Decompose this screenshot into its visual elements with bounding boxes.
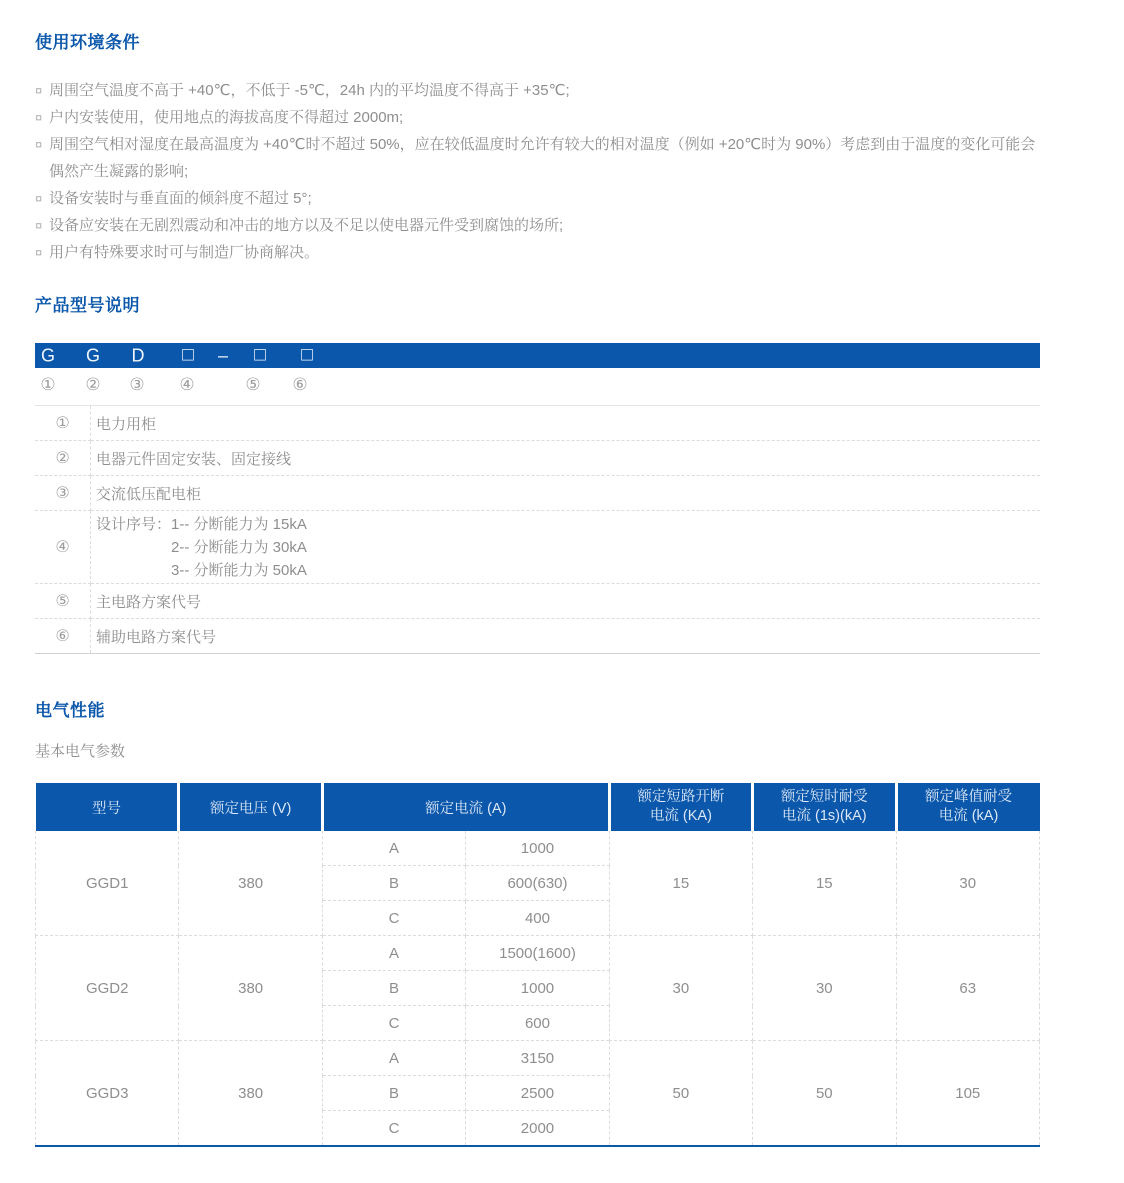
model-code-letter: G [85,345,101,366]
current-grade-cell: C [322,1111,465,1147]
model-code-placeholder-box: □ [301,344,313,366]
column-header-voltage: 额定电压 (V) [179,783,322,831]
condition-item [35,131,1040,185]
electrical-subtitle: 基本电气参数 [35,743,126,760]
table-row [36,1041,1040,1076]
model-code-placeholder-box: □ [254,344,266,366]
model-cell: GGD3 [36,1041,179,1147]
condition-item [35,104,1040,131]
legend-number-cell: ⑥ [35,619,91,654]
model-section [35,296,1040,654]
voltage-cell: 380 [179,1041,322,1147]
condition-text: 用户有特殊要求时可与制造厂协商解决。 [49,244,320,261]
legend-number-cell: ④ [35,511,91,584]
position-marker: ③ [129,375,145,394]
legend-row [35,619,1040,654]
legend-row [35,584,1040,619]
model-cell: GGD1 [36,831,179,936]
bullet-icon: ¤ [35,218,43,233]
position-marker-row [35,374,1040,395]
electrical-parameters-table [35,783,1040,1147]
column-header-breaking: 额定短路开断 电流 (KA) [609,783,752,831]
environment-section [35,33,1040,266]
current-value-cell: 2500 [466,1076,609,1111]
section-title-model: 产品型号说明 [35,296,140,315]
bullet-icon: ¤ [35,191,43,206]
current-grade-cell: A [322,1041,465,1076]
current-grade-cell: B [322,866,465,901]
current-grade-cell: B [322,1076,465,1111]
legend-number-cell: ③ [35,476,91,511]
bullet-icon: ¤ [35,245,43,260]
breaking-current-cell: 50 [609,1041,752,1147]
withstand-current-cell: 15 [753,831,896,936]
electrical-section [35,701,1040,1147]
current-value-cell: 1500(1600) [466,936,609,971]
peak-current-cell: 105 [896,1041,1039,1147]
design-series-option: 1-- 分断能力为 15kA [171,515,307,533]
environment-conditions-list [35,77,1040,266]
column-header-model: 型号 [36,783,179,831]
legend-text-cell: 辅助电路方案代号 [91,619,1041,654]
withstand-current-cell: 50 [753,1041,896,1147]
current-value-cell: 400 [466,901,609,936]
position-marker: ⑥ [292,375,308,394]
design-series-label: 设计序号： [96,515,172,533]
legend-text-cell: 交流低压配电柜 [91,476,1041,511]
voltage-cell: 380 [179,936,322,1041]
legend-text-cell: 主电路方案代号 [91,584,1041,619]
current-value-cell: 2000 [466,1111,609,1147]
legend-number-cell: ① [35,406,91,441]
condition-text: 周围空气相对湿度在最高温度为 +40℃时不超过 50%，应在较低温度时允许有较大的相对温度（例如 +20℃时为 90%）考虑到由于温度的变化可能会偶然产生凝露的影响; [49,136,1036,180]
model-code-letter: D [131,345,145,366]
bullet-icon: ¤ [35,137,43,152]
section-title-environment: 使用环境条件 [35,33,140,52]
legend-row [35,406,1040,441]
current-value-cell: 1000 [466,971,609,1006]
peak-current-cell: 30 [896,831,1039,936]
condition-text: 周围空气温度不高于 +40℃，不低于 -5℃，24h 内的平均温度不得高于 +35℃; [49,82,570,99]
table-header-row [36,783,1040,831]
column-header-current: 额定电流 (A) [322,783,609,831]
legend-number-cell: ② [35,441,91,476]
legend-number-cell: ⑤ [35,584,91,619]
legend-text-cell: 电力用柜 [91,406,1041,441]
model-code-letter: G [40,345,56,366]
legend-text-cell: 电器元件固定安装、固定接线 [91,441,1041,476]
condition-item [35,77,1040,104]
model-code-placeholder-box: □ [182,344,194,366]
breaking-current-cell: 15 [609,831,752,936]
table-row [36,831,1040,866]
withstand-current-cell: 30 [753,936,896,1041]
condition-item [35,212,1040,239]
position-marker: ① [40,375,56,394]
legend-row [35,511,1040,584]
current-grade-cell: B [322,971,465,1006]
current-grade-cell: A [322,831,465,866]
condition-text: 户内安装使用，使用地点的海拔高度不得超过 2000m; [49,109,404,126]
legend-row [35,476,1040,511]
voltage-cell: 380 [179,831,322,936]
model-cell: GGD2 [36,936,179,1041]
column-header-peak: 额定峰值耐受 电流 (kA) [896,783,1039,831]
column-header-withstand: 额定短时耐受 电流 (1s)(kA) [753,783,896,831]
current-grade-cell: A [322,936,465,971]
current-grade-cell: C [322,901,465,936]
current-grade-cell: C [322,1006,465,1041]
design-series-option: 2-- 分断能力为 30kA [171,538,307,556]
legend-text-cell [91,511,1041,584]
model-code-dash: – [217,345,229,366]
bullet-icon: ¤ [35,83,43,98]
condition-text: 设备安装时与垂直面的倾斜度不超过 5°; [49,190,312,207]
condition-item [35,185,1040,212]
section-title-electrical: 电气性能 [35,701,105,720]
position-marker: ② [85,375,101,394]
position-marker: ④ [179,375,195,394]
peak-current-cell: 63 [896,936,1039,1041]
table-row [36,936,1040,971]
legend-row [35,441,1040,476]
position-marker: ⑤ [245,375,261,394]
current-value-cell: 3150 [466,1041,609,1076]
current-value-cell: 1000 [466,831,609,866]
condition-text: 设备应安装在无剧烈震动和冲击的地方以及不足以使电器元件受到腐蚀的场所; [49,217,564,234]
model-code-bar [35,343,1040,368]
design-series-line [96,513,1039,536]
design-series-option: 3-- 分断能力为 50kA [171,561,307,579]
bullet-icon: ¤ [35,110,43,125]
condition-item [35,239,1040,266]
model-legend-table [35,405,1040,654]
current-value-cell: 600(630) [466,866,609,901]
breaking-current-cell: 30 [609,936,752,1041]
current-value-cell: 600 [466,1006,609,1041]
